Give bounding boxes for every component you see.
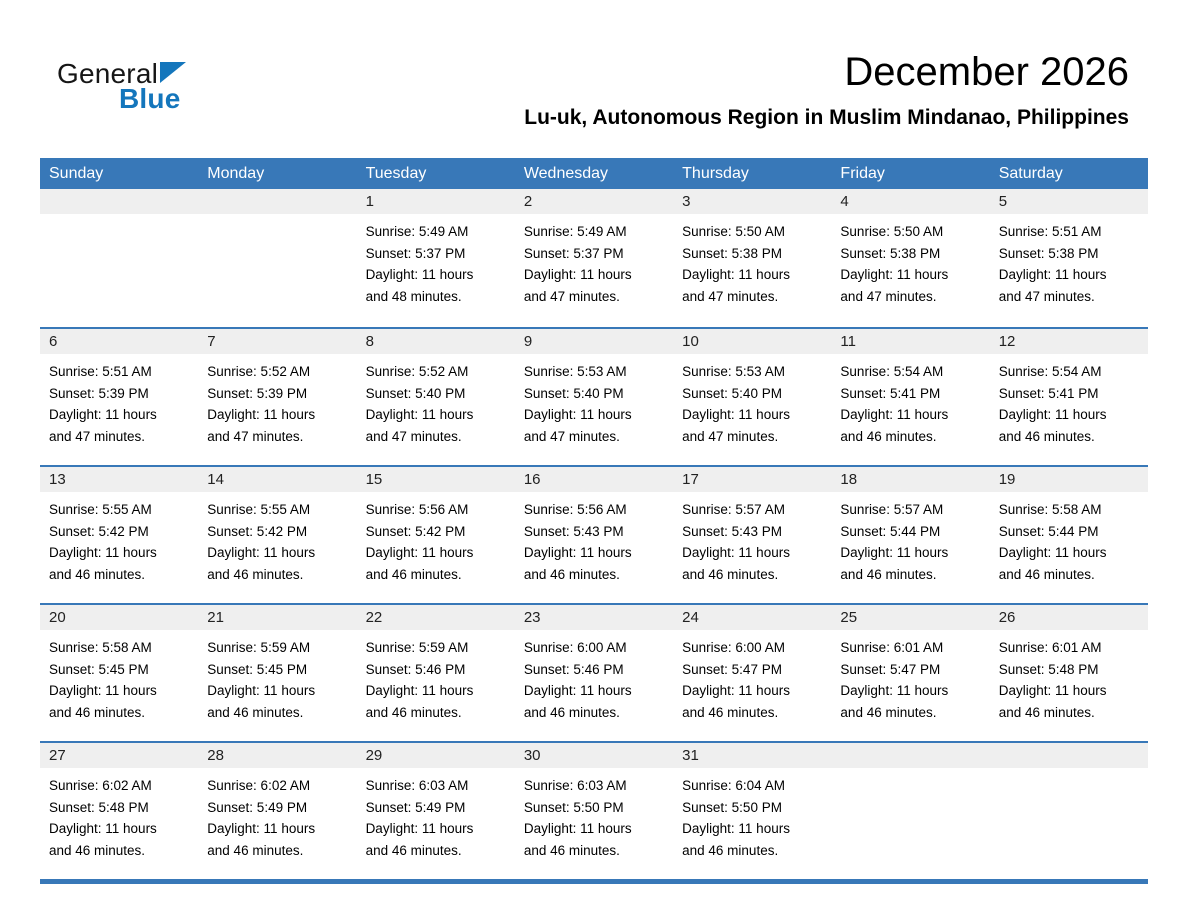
daylight-text-1: Daylight: 11 hours xyxy=(840,545,949,560)
day-cell-27 xyxy=(40,743,198,879)
sunset-text: Sunset: 5:40 PM xyxy=(682,385,782,401)
day-details xyxy=(831,492,989,585)
day-number: 6 xyxy=(40,329,198,354)
day-details xyxy=(357,630,515,723)
daylight-text-2: and 46 minutes. xyxy=(207,566,304,582)
day-number: 17 xyxy=(673,467,831,492)
daylight-text-2: and 46 minutes. xyxy=(49,842,146,858)
daylight-text-1: Daylight: 11 hours xyxy=(365,407,474,422)
sunrise-text: Sunrise: 5:50 AM xyxy=(840,224,944,239)
day-cell-4 xyxy=(831,189,989,327)
sunset-text: Sunset: 5:49 PM xyxy=(207,799,308,815)
logo-text-blue: Blue xyxy=(119,83,181,114)
daylight-text-2: and 46 minutes. xyxy=(523,704,620,720)
sunset-text: Sunset: 5:46 PM xyxy=(523,661,624,677)
day-details xyxy=(357,492,515,585)
day-number: 24 xyxy=(673,605,831,630)
calendar xyxy=(40,158,1148,884)
sunset-text: Sunset: 5:42 PM xyxy=(207,523,308,539)
daylight-text-1: Daylight: 11 hours xyxy=(998,267,1107,282)
day-number: 9 xyxy=(515,329,673,354)
daylight-text-2: and 46 minutes. xyxy=(840,428,937,444)
sunset-text: Sunset: 5:38 PM xyxy=(998,245,1099,261)
day-number: 23 xyxy=(515,605,673,630)
day-number: 27 xyxy=(40,743,198,768)
daylight-text-2: and 46 minutes. xyxy=(998,704,1095,720)
day-cell-20 xyxy=(40,605,198,741)
day-details xyxy=(990,214,1148,307)
day-number: 19 xyxy=(990,467,1148,492)
daylight-text-2: and 47 minutes. xyxy=(49,428,146,444)
sunset-text: Sunset: 5:37 PM xyxy=(523,245,624,261)
day-cell-24 xyxy=(673,605,831,741)
sunrise-text: Sunrise: 5:54 AM xyxy=(840,364,944,379)
daylight-text-1: Daylight: 11 hours xyxy=(682,683,790,698)
day-cell-25 xyxy=(831,605,989,741)
sunrise-text: Sunrise: 6:04 AM xyxy=(682,778,785,793)
day-details xyxy=(990,630,1148,723)
day-cell-11 xyxy=(831,329,989,465)
day-cell-3 xyxy=(673,189,831,327)
location-subtitle: Lu-uk, Autonomous Region in Muslim Mindanao, Philippines xyxy=(524,106,1129,129)
day-details xyxy=(990,492,1148,585)
day-details xyxy=(673,492,831,585)
day-cell-23 xyxy=(515,605,673,741)
day-cell-16 xyxy=(515,467,673,603)
daylight-text-2: and 46 minutes. xyxy=(365,842,462,858)
weekday-header-row xyxy=(40,158,1148,189)
day-details xyxy=(515,630,673,723)
weekday-saturday: Saturday xyxy=(998,164,1063,182)
sunrise-text: Sunrise: 6:00 AM xyxy=(523,640,627,655)
daylight-text-1: Daylight: 11 hours xyxy=(207,545,316,560)
daylight-text-1: Daylight: 11 hours xyxy=(523,407,632,422)
daylight-text-2: and 47 minutes. xyxy=(523,428,620,444)
sunrise-text: Sunrise: 6:02 AM xyxy=(49,778,152,793)
day-number: 26 xyxy=(990,605,1148,630)
sunset-text: Sunset: 5:49 PM xyxy=(365,799,466,815)
daylight-text-1: Daylight: 11 hours xyxy=(365,545,474,560)
sunrise-text: Sunrise: 6:03 AM xyxy=(523,778,627,793)
daylight-text-2: and 46 minutes. xyxy=(207,704,304,720)
day-cell-18 xyxy=(831,467,989,603)
day-cell-empty xyxy=(40,189,198,327)
day-number: 22 xyxy=(357,605,515,630)
day-details xyxy=(40,630,198,723)
day-details xyxy=(357,354,515,447)
day-cell-12 xyxy=(990,329,1148,465)
daylight-text-1: Daylight: 11 hours xyxy=(840,407,949,422)
weekday-monday: Monday xyxy=(207,164,265,182)
sunset-text: Sunset: 5:42 PM xyxy=(49,523,149,539)
sunrise-text: Sunrise: 5:52 AM xyxy=(365,364,469,379)
day-cell-15 xyxy=(357,467,515,603)
daylight-text-1: Daylight: 11 hours xyxy=(523,683,632,698)
daylight-text-2: and 47 minutes. xyxy=(682,428,779,444)
weekday-sunday: Sunday xyxy=(49,164,104,182)
daylight-text-1: Daylight: 11 hours xyxy=(682,821,790,836)
sunset-text: Sunset: 5:48 PM xyxy=(998,661,1099,677)
sunset-text: Sunset: 5:39 PM xyxy=(207,385,308,401)
day-cell-8 xyxy=(357,329,515,465)
sunset-text: Sunset: 5:42 PM xyxy=(365,523,466,539)
day-number: 31 xyxy=(673,743,831,768)
day-cell-7 xyxy=(198,329,356,465)
sunset-text: Sunset: 5:37 PM xyxy=(365,245,466,261)
day-details xyxy=(40,354,198,447)
day-cell-9 xyxy=(515,329,673,465)
sunset-text: Sunset: 5:45 PM xyxy=(49,661,149,677)
day-number: 3 xyxy=(673,189,831,214)
day-number: 4 xyxy=(831,189,989,214)
daylight-text-2: and 47 minutes. xyxy=(365,428,462,444)
day-cell-28 xyxy=(198,743,356,879)
day-number: 28 xyxy=(198,743,356,768)
day-details xyxy=(673,630,831,723)
week-row xyxy=(40,465,1148,603)
daylight-text-1: Daylight: 11 hours xyxy=(49,545,157,560)
daylight-text-1: Daylight: 11 hours xyxy=(682,545,790,560)
sunrise-text: Sunrise: 5:49 AM xyxy=(523,224,627,239)
sunrise-text: Sunrise: 5:51 AM xyxy=(998,224,1102,239)
sunrise-text: Sunrise: 5:59 AM xyxy=(365,640,469,655)
day-details xyxy=(831,354,989,447)
week-row xyxy=(40,741,1148,879)
day-cell-1 xyxy=(357,189,515,327)
daylight-text-1: Daylight: 11 hours xyxy=(998,407,1107,422)
day-cell-10 xyxy=(673,329,831,465)
sunrise-text: Sunrise: 5:55 AM xyxy=(207,502,311,517)
sunrise-text: Sunrise: 5:57 AM xyxy=(840,502,944,517)
day-number: 15 xyxy=(357,467,515,492)
day-cell-2 xyxy=(515,189,673,327)
sunrise-text: Sunrise: 5:49 AM xyxy=(365,224,469,239)
daylight-text-1: Daylight: 11 hours xyxy=(207,821,316,836)
day-details xyxy=(515,492,673,585)
day-number: 21 xyxy=(198,605,356,630)
day-number: 13 xyxy=(40,467,198,492)
daylight-text-1: Daylight: 11 hours xyxy=(523,267,632,282)
logo-flag-icon xyxy=(160,62,186,83)
sunset-text: Sunset: 5:47 PM xyxy=(840,661,941,677)
sunset-text: Sunset: 5:38 PM xyxy=(840,245,941,261)
sunrise-text: Sunrise: 5:56 AM xyxy=(365,502,469,517)
sunrise-text: Sunrise: 6:00 AM xyxy=(682,640,785,655)
logo-text-general: General xyxy=(57,58,159,89)
day-cell-19 xyxy=(990,467,1148,603)
sunrise-text: Sunrise: 5:58 AM xyxy=(49,640,152,655)
day-details xyxy=(198,354,356,447)
daylight-text-1: Daylight: 11 hours xyxy=(49,407,157,422)
sunrise-text: Sunrise: 5:51 AM xyxy=(49,364,152,379)
day-details xyxy=(831,214,989,307)
daylight-text-2: and 47 minutes. xyxy=(207,428,304,444)
day-details xyxy=(990,354,1148,447)
day-details xyxy=(357,768,515,861)
day-cell-13 xyxy=(40,467,198,603)
day-details xyxy=(673,354,831,447)
daylight-text-1: Daylight: 11 hours xyxy=(207,683,316,698)
day-number: 12 xyxy=(990,329,1148,354)
day-cell-5 xyxy=(990,189,1148,327)
day-number: 11 xyxy=(831,329,989,354)
day-details xyxy=(40,492,198,585)
day-cell-empty xyxy=(831,743,989,879)
sunset-text: Sunset: 5:48 PM xyxy=(49,799,149,815)
sunrise-text: Sunrise: 6:01 AM xyxy=(998,640,1102,655)
day-details xyxy=(673,214,831,307)
weekday-wednesday: Wednesday xyxy=(523,164,609,182)
sunset-text: Sunset: 5:41 PM xyxy=(840,385,941,401)
daylight-text-1: Daylight: 11 hours xyxy=(49,821,157,836)
sunset-text: Sunset: 5:40 PM xyxy=(523,385,624,401)
daylight-text-2: and 46 minutes. xyxy=(840,704,937,720)
day-number: 10 xyxy=(673,329,831,354)
daylight-text-2: and 46 minutes. xyxy=(998,428,1095,444)
sunrise-text: Sunrise: 5:50 AM xyxy=(682,224,785,239)
daylight-text-2: and 46 minutes. xyxy=(682,704,779,720)
day-number: 2 xyxy=(515,189,673,214)
daylight-text-2: and 46 minutes. xyxy=(523,566,620,582)
day-number: 8 xyxy=(357,329,515,354)
day-cell-empty xyxy=(198,189,356,327)
sunset-text: Sunset: 5:38 PM xyxy=(682,245,782,261)
day-number: 20 xyxy=(40,605,198,630)
sunrise-text: Sunrise: 5:59 AM xyxy=(207,640,311,655)
daylight-text-2: and 46 minutes. xyxy=(998,566,1095,582)
week-row xyxy=(40,189,1148,327)
daylight-text-2: and 46 minutes. xyxy=(523,842,620,858)
day-cell-14 xyxy=(198,467,356,603)
sunrise-text: Sunrise: 6:01 AM xyxy=(840,640,944,655)
daylight-text-2: and 46 minutes. xyxy=(49,704,146,720)
daylight-text-1: Daylight: 11 hours xyxy=(523,545,632,560)
week-row xyxy=(40,603,1148,741)
daylight-text-2: and 47 minutes. xyxy=(840,288,937,304)
day-number-empty xyxy=(40,189,198,214)
sunset-text: Sunset: 5:41 PM xyxy=(998,385,1099,401)
day-details xyxy=(198,492,356,585)
sunrise-text: Sunrise: 5:53 AM xyxy=(682,364,785,379)
day-cell-6 xyxy=(40,329,198,465)
sunrise-text: Sunrise: 5:56 AM xyxy=(523,502,627,517)
daylight-text-2: and 46 minutes. xyxy=(682,566,779,582)
sunrise-text: Sunrise: 5:55 AM xyxy=(49,502,152,517)
day-cell-31 xyxy=(673,743,831,879)
day-details xyxy=(357,214,515,307)
day-cell-29 xyxy=(357,743,515,879)
day-cell-26 xyxy=(990,605,1148,741)
daylight-text-2: and 48 minutes. xyxy=(365,288,462,304)
day-number: 30 xyxy=(515,743,673,768)
day-number: 25 xyxy=(831,605,989,630)
sunrise-text: Sunrise: 6:02 AM xyxy=(207,778,311,793)
daylight-text-1: Daylight: 11 hours xyxy=(840,683,949,698)
daylight-text-2: and 46 minutes. xyxy=(207,842,304,858)
sunrise-text: Sunrise: 5:52 AM xyxy=(207,364,311,379)
day-number: 7 xyxy=(198,329,356,354)
daylight-text-1: Daylight: 11 hours xyxy=(523,821,632,836)
day-cell-21 xyxy=(198,605,356,741)
day-details xyxy=(198,768,356,861)
daylight-text-1: Daylight: 11 hours xyxy=(998,545,1107,560)
sunset-text: Sunset: 5:39 PM xyxy=(49,385,149,401)
day-cell-22 xyxy=(357,605,515,741)
day-number: 14 xyxy=(198,467,356,492)
day-number: 18 xyxy=(831,467,989,492)
day-number: 29 xyxy=(357,743,515,768)
day-number-empty xyxy=(990,743,1148,768)
sunset-text: Sunset: 5:46 PM xyxy=(365,661,466,677)
day-details xyxy=(831,630,989,723)
sunrise-text: Sunrise: 5:53 AM xyxy=(523,364,627,379)
page-title: December 2026 xyxy=(844,50,1129,94)
calendar-bottom-border xyxy=(40,879,1148,884)
daylight-text-2: and 46 minutes. xyxy=(840,566,937,582)
sunrise-text: Sunrise: 6:03 AM xyxy=(365,778,469,793)
day-details xyxy=(515,214,673,307)
calendar-weeks xyxy=(40,189,1148,879)
day-details xyxy=(40,768,198,861)
daylight-text-1: Daylight: 11 hours xyxy=(207,407,316,422)
sunset-text: Sunset: 5:45 PM xyxy=(207,661,308,677)
sunset-text: Sunset: 5:40 PM xyxy=(365,385,466,401)
weekday-friday: Friday xyxy=(840,164,885,182)
header-title-block xyxy=(524,50,1129,130)
day-cell-30 xyxy=(515,743,673,879)
daylight-text-1: Daylight: 11 hours xyxy=(840,267,949,282)
sunset-text: Sunset: 5:50 PM xyxy=(523,799,624,815)
daylight-text-2: and 46 minutes. xyxy=(49,566,146,582)
sunset-text: Sunset: 5:44 PM xyxy=(998,523,1099,539)
daylight-text-2: and 46 minutes. xyxy=(365,704,462,720)
sunset-text: Sunset: 5:44 PM xyxy=(840,523,941,539)
day-details xyxy=(515,768,673,861)
sunset-text: Sunset: 5:43 PM xyxy=(523,523,624,539)
daylight-text-1: Daylight: 11 hours xyxy=(365,683,474,698)
daylight-text-1: Daylight: 11 hours xyxy=(682,267,790,282)
daylight-text-2: and 46 minutes. xyxy=(365,566,462,582)
day-number: 1 xyxy=(357,189,515,214)
general-blue-logo xyxy=(57,60,186,113)
sunset-text: Sunset: 5:43 PM xyxy=(682,523,782,539)
daylight-text-2: and 47 minutes. xyxy=(523,288,620,304)
weekday-tuesday: Tuesday xyxy=(365,164,427,182)
sunrise-text: Sunrise: 5:54 AM xyxy=(998,364,1102,379)
daylight-text-2: and 47 minutes. xyxy=(682,288,779,304)
week-row xyxy=(40,327,1148,465)
daylight-text-2: and 47 minutes. xyxy=(998,288,1095,304)
day-details xyxy=(515,354,673,447)
sunrise-text: Sunrise: 5:58 AM xyxy=(998,502,1102,517)
daylight-text-1: Daylight: 11 hours xyxy=(365,821,474,836)
daylight-text-1: Daylight: 11 hours xyxy=(998,683,1107,698)
day-cell-empty xyxy=(990,743,1148,879)
day-details xyxy=(198,630,356,723)
daylight-text-1: Daylight: 11 hours xyxy=(682,407,790,422)
sunset-text: Sunset: 5:50 PM xyxy=(682,799,782,815)
daylight-text-1: Daylight: 11 hours xyxy=(365,267,474,282)
day-details xyxy=(673,768,831,861)
sunrise-text: Sunrise: 5:57 AM xyxy=(682,502,785,517)
day-number-empty xyxy=(198,189,356,214)
daylight-text-2: and 46 minutes. xyxy=(682,842,779,858)
day-number: 5 xyxy=(990,189,1148,214)
day-cell-17 xyxy=(673,467,831,603)
day-number-empty xyxy=(831,743,989,768)
weekday-thursday: Thursday xyxy=(682,164,749,182)
day-number: 16 xyxy=(515,467,673,492)
sunset-text: Sunset: 5:47 PM xyxy=(682,661,782,677)
daylight-text-1: Daylight: 11 hours xyxy=(49,683,157,698)
